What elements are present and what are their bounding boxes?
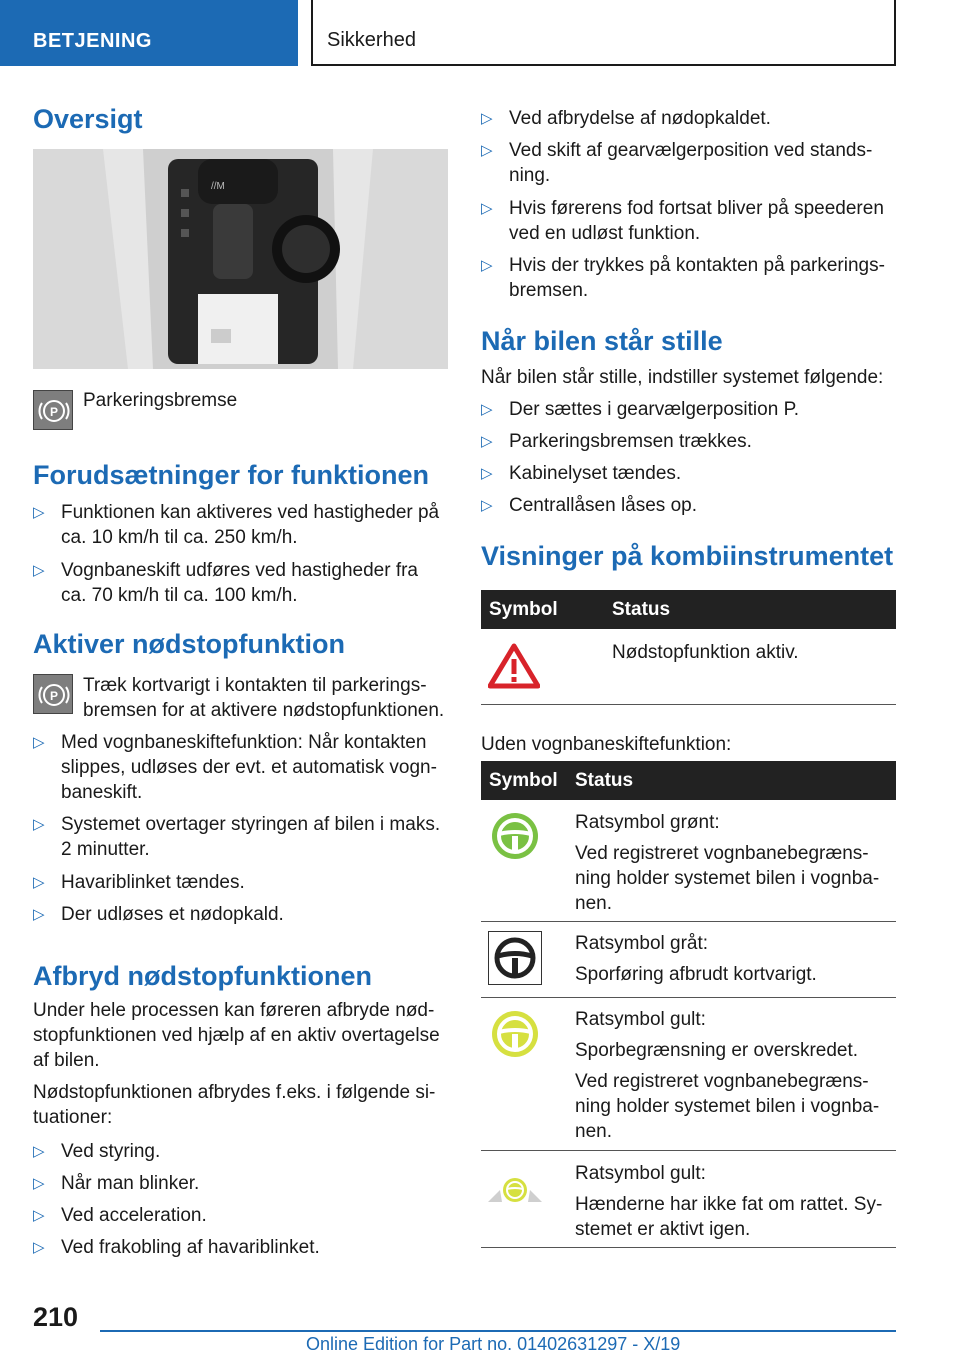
table-rule xyxy=(481,704,896,705)
triangle-bullet-icon: ▷ xyxy=(481,433,493,450)
triangle-bullet-icon: ▷ xyxy=(481,142,493,159)
col-status: Status xyxy=(612,599,671,620)
page-number: 210 xyxy=(33,1302,79,1332)
table-rule xyxy=(481,997,896,998)
heading-stille: Når bilen står stille xyxy=(481,326,723,356)
afbryd-paragraph-2: Nødstopfunktionen afbrydes f.eks. i følgende si- tuationer: xyxy=(33,1082,436,1128)
table-rule xyxy=(481,1150,896,1151)
afbryd-paragraph-1: Under hele processen kan føreren afbryde nød- stopfunktionen ved hjælp af en aktiv overtagelse af bilen. xyxy=(33,1000,440,1071)
triangle-bullet-icon: ▷ xyxy=(481,465,493,482)
heading-forudsaetninger: Forudsætninger for funktionen xyxy=(33,460,429,490)
heading-visninger: Visninger på kombiinstrumentet xyxy=(481,541,894,571)
table-header xyxy=(481,590,896,629)
col-symbol: Symbol xyxy=(489,770,558,791)
steering-wheel-grey-icon xyxy=(488,931,542,985)
footer-rule xyxy=(100,1330,896,1332)
col-status: Status xyxy=(575,770,634,791)
steering-wheel-yellow-icon xyxy=(491,1010,539,1058)
heading-oversigt: Oversigt xyxy=(33,104,143,134)
table-cell-status: Ratsymbol gult: Hænderne har ikke fat om rattet. Sy- stemet er aktivt igen. xyxy=(575,1163,883,1240)
heading-aktiver: Aktiver nødstopfunktion xyxy=(33,629,345,659)
table-cell-status: Ratsymbol gråt: Sporføring afbrudt kortvarigt. xyxy=(575,933,817,985)
warning-triangle-icon xyxy=(488,643,540,689)
triangle-bullet-icon: ▷ xyxy=(481,200,493,217)
triangle-bullet-icon: ▷ xyxy=(481,497,493,514)
chapter-tab xyxy=(0,0,298,66)
hands-off-wheel-yellow-icon xyxy=(486,1172,544,1206)
parking-brake-icon xyxy=(33,674,73,714)
aktiver-text: Træk kortvarigt i kontakten til parkerings- bremsen for at aktivere nødstopfunktionen. xyxy=(83,675,445,721)
triangle-bullet-icon: ▷ xyxy=(33,1239,45,1256)
triangle-bullet-icon: ▷ xyxy=(33,906,45,923)
center-console-photo xyxy=(33,149,448,369)
table-header xyxy=(481,761,896,800)
triangle-bullet-icon: ▷ xyxy=(33,562,45,579)
topic-label: Sikkerhed xyxy=(327,29,416,51)
topic-tab xyxy=(311,0,896,66)
triangle-bullet-icon: ▷ xyxy=(33,816,45,833)
parking-brake-icon xyxy=(33,390,73,430)
triangle-bullet-icon: ▷ xyxy=(33,1175,45,1192)
edition-link[interactable]: Online Edition for Part no. 01402631297 - X/19 xyxy=(306,1334,681,1354)
stille-intro: Når bilen står stille, indstiller systemet følgende: xyxy=(481,367,884,388)
heading-afbryd: Afbryd nødstopfunktionen xyxy=(33,961,372,991)
table-rule xyxy=(481,1247,896,1248)
steering-wheel-green-icon xyxy=(491,812,539,860)
triangle-bullet-icon: ▷ xyxy=(33,734,45,751)
triangle-bullet-icon: ▷ xyxy=(33,874,45,891)
svg-text:P: P xyxy=(50,405,59,419)
triangle-bullet-icon: ▷ xyxy=(481,401,493,418)
triangle-bullet-icon: ▷ xyxy=(33,1207,45,1224)
triangle-bullet-icon: ▷ xyxy=(33,504,45,521)
chapter-label: BETJENING xyxy=(33,30,152,52)
svg-text://M: //M xyxy=(211,181,225,192)
col-symbol: Symbol xyxy=(489,599,558,620)
icon-caption: Parkeringsbremse xyxy=(83,390,238,411)
table-cell-status: Ratsymbol grønt: Ved registreret vognbanebegræns- ning holder systemet bilen i vognba- nen. xyxy=(575,812,880,914)
triangle-bullet-icon: ▷ xyxy=(481,110,493,127)
svg-text:P: P xyxy=(50,689,59,703)
triangle-bullet-icon: ▷ xyxy=(481,257,493,274)
table-cell-status: Nødstopfunktion aktiv. xyxy=(612,642,799,663)
triangle-bullet-icon: ▷ xyxy=(33,1143,45,1160)
table-cell-status: Ratsymbol gult: Sporbegrænsning er overskredet. Ved registreret vognbanebegræns- ning holder systemet bilen i vognba- nen. xyxy=(575,1009,880,1142)
uden-label: Uden vognbaneskiftefunktion: xyxy=(481,734,732,755)
table-rule xyxy=(481,921,896,922)
